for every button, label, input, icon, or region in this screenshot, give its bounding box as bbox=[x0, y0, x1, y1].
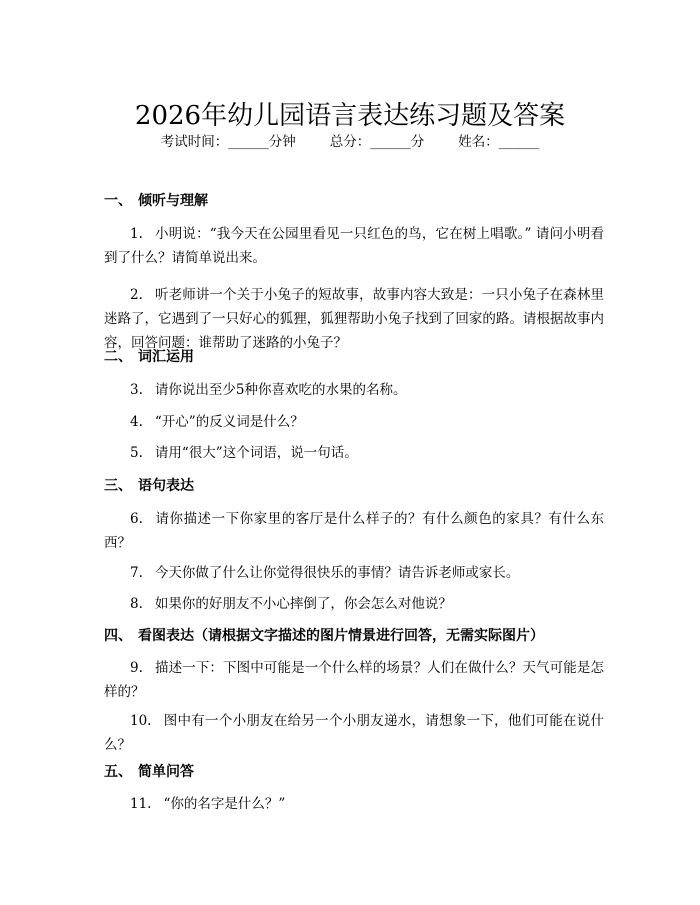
question-text: 小明说：“我今天在公园里看见一只红色的鸟，它在树上唱歌。” 请问小明看到了什么？请简单说出来。 bbox=[104, 226, 604, 266]
section-number: 四、 bbox=[104, 628, 132, 644]
question-item bbox=[104, 378, 604, 402]
question-item bbox=[104, 656, 604, 704]
question-number: 1. bbox=[130, 226, 143, 242]
question-text: 听老师讲一个关于小兔子的短故事，故事内容大致是：一只小兔子在森林里迷路了，它遇到了一只好心的狐狸，狐狸帮助小兔子找到了回家的路。请根据故事内容，回答问题：谁帮助了迷路的小兔子？ bbox=[104, 287, 604, 351]
page-title: 2026年幼儿园语言表达练习题及答案 bbox=[134, 101, 566, 132]
section-number: 二、 bbox=[104, 349, 132, 365]
question-number: 7. bbox=[130, 565, 143, 581]
question-text: 今天你做了什么让你觉得很快乐的事情？请告诉老师或家长。 bbox=[154, 565, 520, 581]
question-item bbox=[104, 410, 604, 434]
question-number: 8. bbox=[130, 596, 143, 612]
question-number: 9. bbox=[130, 660, 143, 676]
question-number: 6. bbox=[130, 511, 143, 527]
section-number: 一、 bbox=[104, 193, 132, 209]
question-item bbox=[104, 283, 604, 355]
section-number: 三、 bbox=[104, 478, 132, 494]
question-text: 如果你的好朋友不小心摔倒了，你会怎么对他说？ bbox=[154, 596, 452, 612]
question-number: 4. bbox=[130, 414, 143, 430]
section-title: 简单问答 bbox=[138, 764, 194, 780]
section-heading bbox=[104, 476, 194, 496]
question-text: 请你描述一下你家里的客厅是什么样子的？有什么颜色的家具？有什么东西？ bbox=[104, 511, 604, 551]
question-number: 5. bbox=[130, 445, 143, 461]
section-heading bbox=[104, 762, 194, 782]
question-text: 图中有一个小朋友在给另一个小朋友递水，请想象一下，他们可能在说什么？ bbox=[104, 713, 604, 753]
question-text: 请你说出至少5种你喜欢吃的水果的名称。 bbox=[154, 382, 407, 398]
question-text: 请用“很大”这个词语，说一句话。 bbox=[154, 445, 358, 461]
question-number: 11. bbox=[130, 796, 152, 812]
question-text: 描述一下：下图中可能是一个什么样的场景？人们在做什么？天气可能是怎样的？ bbox=[104, 660, 604, 700]
question-number: 3. bbox=[130, 382, 143, 398]
total-score-label: 总分：______分 bbox=[329, 134, 425, 150]
section-title: 词汇运用 bbox=[138, 349, 194, 365]
section-number: 五、 bbox=[104, 764, 132, 780]
question-item bbox=[104, 441, 604, 465]
question-text: “你的名字是什么？” bbox=[163, 796, 286, 812]
section-heading bbox=[104, 347, 194, 367]
question-item bbox=[104, 792, 604, 816]
exam-meta bbox=[0, 132, 700, 152]
section-heading bbox=[104, 626, 544, 646]
section-title: 看图表达（请根据文字描述的图片情景进行回答，无需实际图片） bbox=[138, 628, 544, 644]
question-text: “开心”的反义词是什么？ bbox=[154, 414, 304, 430]
section-title: 倾听与理解 bbox=[138, 193, 208, 209]
question-item bbox=[104, 507, 604, 555]
question-number: 10. bbox=[130, 713, 152, 729]
question-item bbox=[104, 592, 604, 616]
question-item bbox=[104, 222, 604, 270]
exam-time-label: 考试时间：______分钟 bbox=[160, 134, 296, 150]
student-name-label: 姓名：______ bbox=[458, 134, 540, 150]
question-item bbox=[104, 709, 604, 757]
section-heading bbox=[104, 191, 208, 211]
question-item bbox=[104, 561, 604, 585]
question-number: 2. bbox=[130, 287, 143, 303]
section-title: 语句表达 bbox=[138, 478, 194, 494]
